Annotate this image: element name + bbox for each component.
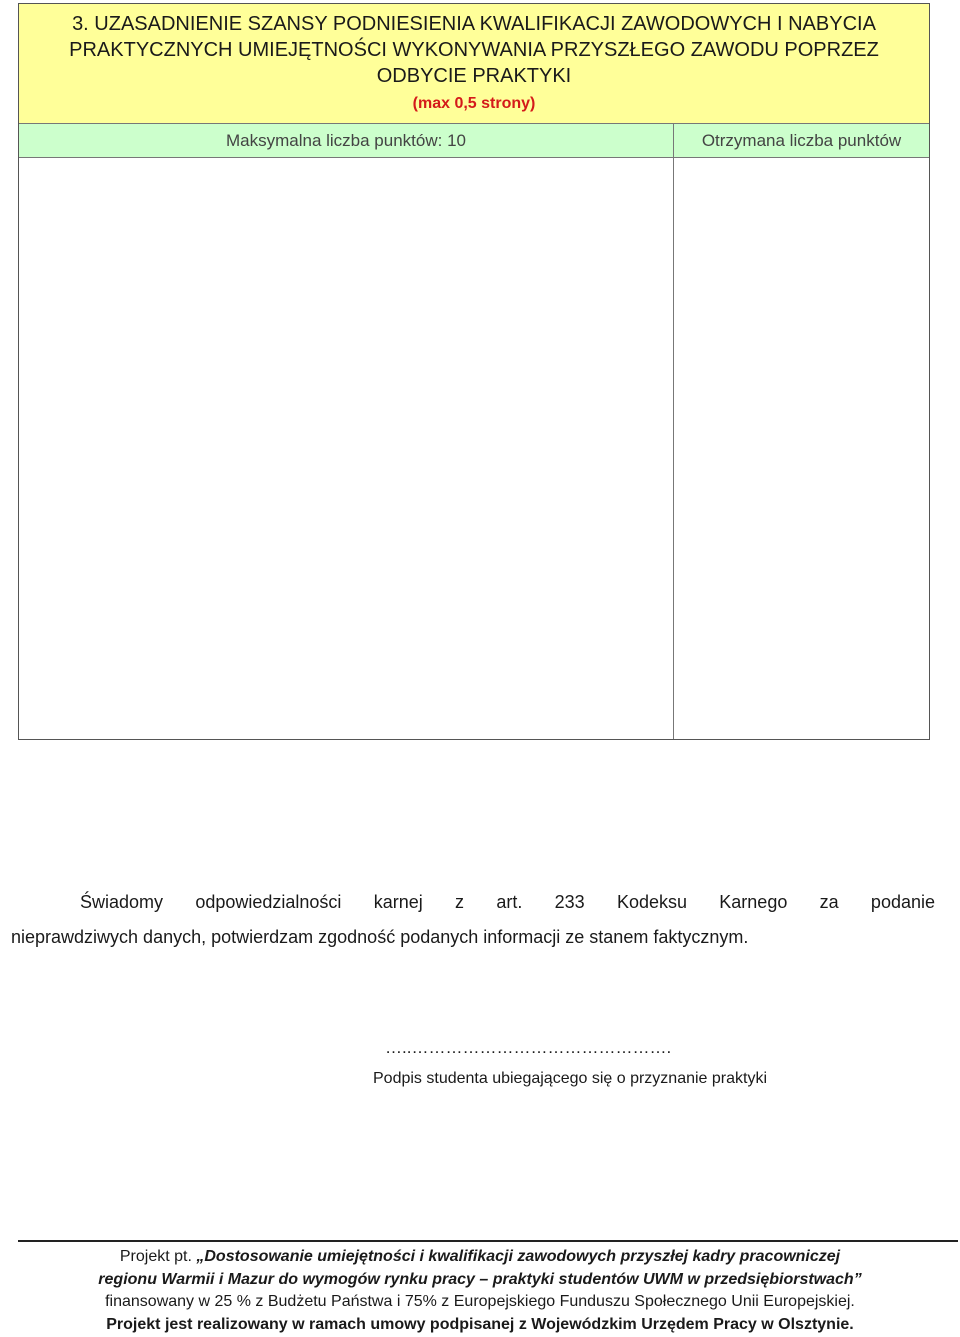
- footer-project-title-part-2: regionu Warmii i Mazur do wymogów rynku pracy – praktyki studentów UWM w przedsiębiorstwach”: [98, 1270, 862, 1288]
- length-note: (max 0,5 strony): [412, 95, 536, 112]
- footer-project-title-part-1: „Dostosowanie umiejętności i kwalifikacji zawodowych przyszłej kadry pracowniczej: [196, 1248, 841, 1265]
- received-points-label: Otrzymana liczba punktów: [701, 131, 902, 150]
- footer-divider: [18, 1240, 958, 1242]
- declaration-statement: [11, 885, 935, 955]
- project-footer: [0, 1246, 960, 1336]
- points-row: [19, 124, 929, 158]
- footer-project-line-1: [0, 1246, 960, 1269]
- footer-prefix: Projekt pt.: [119, 1248, 197, 1265]
- max-points-label: Maksymalna liczba punktów: 10: [19, 124, 674, 157]
- section-title: 3. UZASADNIENIE SZANSY PODNIESIENIA KWALIFIKACJI ZAWODOWYCH I NABYCIA PRAKTYCZNYCH UMIEJĘTNOŚCI WYKONYWANIA PRZYSZŁEGO ZAWODU POPRZEZ ODBYCIE PRAKTYKI: [69, 13, 879, 87]
- footer-realization: Projekt jest realizowany w ramach umowy podpisanej z Wojewódzkim Urzędem Pracy w Olsztynie.: [106, 1315, 854, 1333]
- justification-form-table: [18, 3, 930, 740]
- declaration-line-1: Świadomy odpowiedzialności karnej z art. 233 Kodeksu Karnego za podanie: [80, 892, 935, 912]
- signature-caption: Podpis studenta ubiegającego się o przyznanie praktyki: [373, 1070, 768, 1087]
- footer-funding: finansowany w 25 % z Budżetu Państwa i 75% z Europejskiego Funduszu Społecznego Unii Europejskiej.: [105, 1293, 855, 1310]
- section-header: [19, 4, 929, 124]
- signature-line[interactable]: …..……………………………………….: [385, 1038, 672, 1057]
- justification-text-area[interactable]: [19, 158, 674, 739]
- received-points-field[interactable]: [674, 158, 929, 739]
- declaration-line-2: nieprawdziwych danych, potwierdzam zgodność podanych informacji ze stanem faktycznym.: [11, 927, 749, 947]
